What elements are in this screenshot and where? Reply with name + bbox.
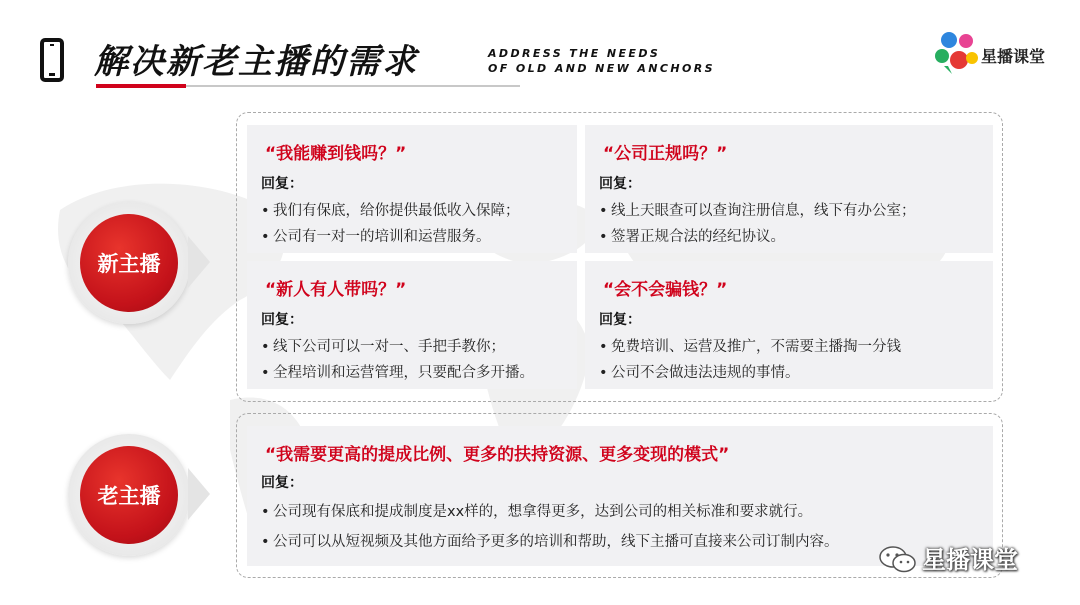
question-text: “新人有人带吗？” — [265, 280, 407, 300]
answer-line: • 我们有保底，给你提供最低收入保障； — [261, 203, 520, 219]
title-underline-accent — [96, 84, 186, 88]
answer-line: • 线下公司可以一对一、手把手教你； — [261, 339, 505, 355]
new-anchor-label: 新主播 — [80, 214, 178, 312]
brand-name: 星播课堂 — [981, 47, 1046, 66]
question-text: “公司正规吗？” — [603, 144, 728, 164]
badge-arrow — [188, 468, 210, 520]
qa-card — [585, 125, 993, 253]
page-subtitle — [488, 46, 715, 76]
qa-card — [247, 261, 577, 389]
answer-line: • 免费培训、运营及推广，不需要主播掏一分钱 — [599, 339, 901, 355]
subtitle-line-1: ADDRESS THE NEEDS — [488, 47, 661, 60]
answer-line: • 公司不会做违法违规的事情。 — [599, 365, 800, 381]
qa-card — [247, 125, 577, 253]
answer-line: • 全程培训和运营管理，只要配合多开播。 — [261, 365, 534, 381]
reply-label: 回复： — [599, 176, 641, 192]
reply-label: 回复： — [261, 475, 303, 491]
wechat-icon — [878, 544, 918, 574]
subtitle-line-2: OF OLD AND NEW ANCHORS — [488, 62, 715, 75]
watermark-text: 星播课堂 — [922, 546, 1018, 574]
question-text: “我需要更高的提成比例、更多的扶持资源、更多变现的模式” — [265, 445, 730, 465]
title-underline — [186, 85, 520, 87]
question-text: “会不会骗钱？” — [603, 280, 728, 300]
brand-logo-icon — [932, 30, 980, 76]
question-text: “我能赚到钱吗？” — [265, 144, 407, 164]
answer-line: • 线上天眼查可以查询注册信息，线下有办公室； — [599, 203, 916, 219]
qa-card — [585, 261, 993, 389]
answer-line: • 公司现有保底和提成制度是xx样的，想拿得更多，达到公司的相关标准和要求就行。 — [261, 504, 813, 520]
reply-label: 回复： — [261, 176, 303, 192]
reply-label: 回复： — [599, 312, 641, 328]
phone-icon — [40, 38, 64, 82]
old-anchor-label: 老主播 — [80, 446, 178, 544]
badge-arrow — [188, 236, 210, 288]
answer-line: • 签署正规合法的经纪协议。 — [599, 229, 785, 245]
answer-line: • 公司有一对一的培训和运营服务。 — [261, 229, 491, 245]
page-title: 解决新老主播的需求 — [94, 42, 418, 82]
new-anchor-section — [236, 112, 1003, 402]
reply-label: 回复： — [261, 312, 303, 328]
answer-line: • 公司可以从短视频及其他方面给予更多的培训和帮助，线下主播可直接来公司订制内容。 — [261, 534, 839, 550]
